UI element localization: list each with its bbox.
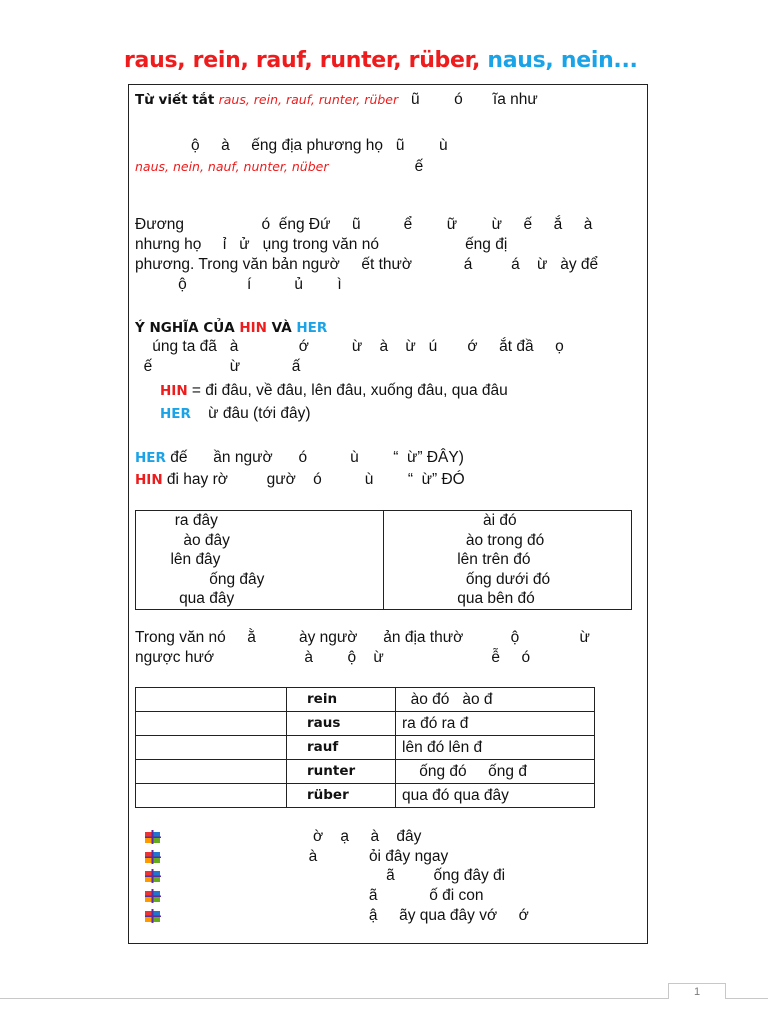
p3-line4: ộ í ủ ì: [135, 276, 342, 293]
p3-line2: nhưng họ ỉ ử ụng trong văn nó ếng đị: [135, 236, 508, 253]
p2-line1: ộ à ếng địa phương họ ũ ù: [135, 137, 448, 154]
list-item-text: à ỏi đây ngay: [145, 847, 449, 865]
her-def-text: ừ đâu (tới đây): [190, 405, 311, 422]
p2-line2: [135, 157, 423, 177]
intro-rest: ũ ó ĩa như: [398, 91, 538, 108]
table-cell: lên đây: [136, 551, 221, 569]
table-cell: ra đây: [136, 512, 218, 529]
intro-line: [135, 90, 538, 110]
table-cell: qua bên đó: [384, 590, 535, 608]
abbr-meaning: ào đó ào đ: [396, 688, 595, 712]
her-column: [136, 511, 384, 610]
abbr-meaning: ống đó ống đ: [396, 760, 595, 784]
meaning-heading-pre: Ý NGHĨA CỦA: [135, 320, 240, 336]
her-usage-text: đế ần ngườ ó ù “ ừ” ĐÂY): [165, 449, 464, 466]
list-item-text: ã ống đây đi: [145, 867, 506, 885]
hin-usage: [135, 470, 465, 490]
meaning-heading: [135, 318, 327, 338]
table-cell: ào trong đó: [384, 531, 545, 549]
hin-usage-text: đi hay rờ gườ ó ù “ ừ” ĐÓ: [162, 471, 465, 488]
list-item-text: ậ ãy qua đây vớ ớ: [145, 906, 529, 924]
title-blue-part: naus, nein...: [480, 48, 638, 73]
p2-rest: ế: [328, 158, 424, 175]
table-cell: qua đây: [136, 590, 235, 608]
table-row: [136, 511, 632, 610]
document-title: [124, 48, 638, 73]
p2-words: naus, nein, nauf, nunter, nüber: [135, 159, 329, 174]
p3-line3: phương. Trong văn bản ngườ ết thườ á á ừ ày để: [135, 256, 599, 273]
her-usage: [135, 448, 464, 468]
hin-word: HIN: [239, 320, 267, 336]
footer-divider: [0, 998, 768, 999]
table-row: [136, 688, 595, 712]
abbr-word: rüber: [287, 784, 396, 808]
hin-def-text: = đi đâu, về đâu, lên đâu, xuống đâu, qua đâu: [187, 382, 508, 399]
table-cell: ống dưới đó: [384, 570, 551, 588]
hin-label: HIN: [160, 383, 188, 399]
hin-column: [384, 511, 632, 610]
meaning-heading-mid: VÀ: [266, 320, 297, 336]
intro-label: Từ viết tắt: [135, 92, 215, 108]
her-label: HER: [160, 406, 191, 422]
abbr-word: raus: [287, 712, 396, 736]
list-item-text: ờ ạ à đây: [145, 828, 422, 845]
abbr-meaning: qua đó qua đây: [396, 784, 595, 808]
table-row: [136, 784, 595, 808]
abbr-meaning: lên đó lên đ: [396, 736, 595, 760]
hin-definition: [160, 381, 508, 401]
list-item-text: ã ố đi con: [145, 887, 484, 905]
abbr-word: rauf: [287, 736, 396, 760]
abbreviation-table: [135, 687, 595, 808]
meaning-line1: úng ta đã à ớ ừ à ừ ú ớ ắt đầ ọ: [135, 338, 564, 355]
direction-table: [135, 510, 632, 610]
abbr-word: rein: [287, 688, 396, 712]
abbr-meaning: ra đó ra đ: [396, 712, 595, 736]
intro-words: raus, rein, rauf, runter, rüber: [218, 92, 399, 107]
table-cell: ống đây: [136, 570, 265, 588]
her-usage-label: HER: [135, 450, 166, 466]
p4-line2: ngược hướ à ộ ừ ễ ó: [135, 649, 531, 666]
meaning-line2: ế ừ ấ: [135, 358, 301, 375]
table-row: [136, 712, 595, 736]
abbr-word: runter: [287, 760, 396, 784]
table-cell: ào đây: [136, 531, 230, 549]
title-red-part: raus, rein, rauf, runter, rüber,: [124, 48, 480, 73]
table-row: [136, 736, 595, 760]
her-word: HER: [296, 320, 328, 336]
table-cell: ài đó: [384, 512, 517, 529]
page-number: 1: [668, 983, 726, 999]
p4-line1: Trong văn nó ằ ày ngườ ản địa thườ ộ ừ: [135, 629, 590, 646]
table-row: [136, 760, 595, 784]
p3-line1: Đương ó ếng Đứ ũ ể ữ ừ ế ắ à: [135, 216, 593, 233]
hin-usage-label: HIN: [135, 472, 163, 488]
table-cell: lên trên đó: [384, 551, 531, 569]
her-definition: [160, 404, 311, 424]
